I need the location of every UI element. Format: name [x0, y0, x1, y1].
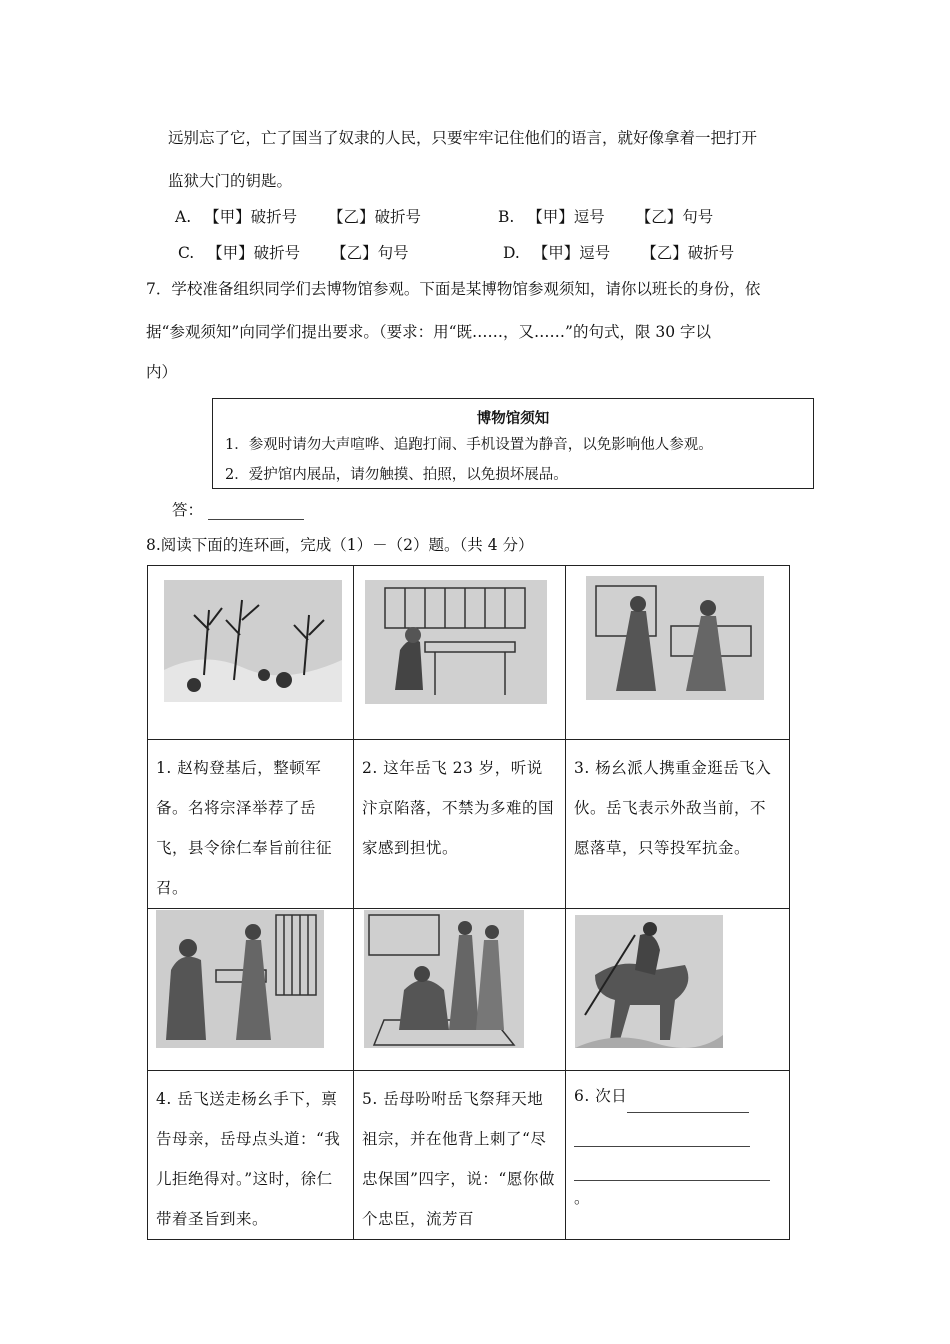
q6-text-line2: 监狱大门的钥匙。 [168, 172, 293, 190]
caption-4: 4. 岳飞送走杨幺手下，禀告母亲，岳母点头道：“我儿拒绝得对。”这时，徐仁带着圣旨到来。 [156, 1090, 341, 1228]
two-men-talking-illustration [586, 576, 764, 700]
q7-text-line1: 7．学校准备组织同学们去博物馆参观。下面是某博物馆参观须知，请你以班长的身份，依 [146, 280, 761, 298]
q6-option-b [498, 205, 713, 227]
caption-6-blank-3[interactable] [574, 1162, 770, 1181]
kneeling-son-and-family-illustration [364, 910, 524, 1048]
option-jia: 【甲】逗号 [527, 208, 605, 226]
option-label: A. [175, 208, 192, 226]
option-label: C. [178, 244, 195, 262]
option-jia: 【甲】破折号 [207, 244, 301, 262]
caption-6 [566, 1071, 789, 1215]
q6-text-line1: 远别忘了它，亡了国当了奴隶的人民，只要牢牢记住他们的语言，就好像拿着一把打开 [168, 129, 758, 147]
notice-item-1: 1．参观时请勿大声喧哗、追跑打闹、手机设置为静音，以免影响他人参观。 [225, 437, 713, 453]
caption-5: 5. 岳母吩咐岳飞祭拜天地祖宗，并在他背上刺了“尽忠保国”四字，说：“愿你做个忠臣，流芳百 [362, 1090, 555, 1228]
caption-cell-1 [148, 740, 354, 909]
comic-strip-table [147, 565, 790, 1240]
option-label: B. [498, 208, 515, 226]
caption-2: 2. 这年岳飞 23 岁，听说汴京陷落，不禁为多难的国家感到担忧。 [362, 759, 555, 857]
notice-item-2: 2．爱护馆内展品，请勿触摸、拍照，以免损坏展品。 [225, 467, 568, 483]
caption-cell-4 [148, 1071, 354, 1240]
option-jia: 【甲】逗号 [532, 244, 611, 262]
caption-6-end: 。 [574, 1189, 591, 1207]
image-cell-3 [566, 566, 790, 740]
q8-title: 8.阅读下面的连环画，完成（1）－（2）题。（共 4 分） [146, 536, 534, 554]
man-at-desk-illustration [365, 580, 547, 704]
image-cell-6 [566, 909, 790, 1071]
option-yi: 【乙】句号 [635, 208, 714, 226]
caption-6-blank-1[interactable] [627, 1094, 749, 1113]
q6-option-c [178, 241, 409, 263]
image-cell-5 [354, 909, 566, 1071]
q6-option-a [175, 205, 421, 227]
option-yi: 【乙】破折号 [641, 244, 735, 262]
option-yi: 【乙】破折号 [328, 208, 422, 226]
image-cell-2 [354, 566, 566, 740]
winter-landscape-illustration [164, 580, 342, 702]
image-cell-1 [148, 566, 354, 740]
caption-cell-3 [566, 740, 790, 909]
museum-notice-box [212, 398, 814, 489]
caption-3: 3. 杨幺派人携重金逛岳飞入伙。岳飞表示外敌当前，不愿落草，只等投军抗金。 [574, 759, 772, 857]
caption-1: 1. 赵构登基后，整顿军备。名将宗泽举荐了岳飞，县令徐仁奉旨前往征召。 [156, 759, 333, 897]
option-yi: 【乙】句号 [331, 244, 409, 262]
q7-text-line2: 据“参观须知”向同学们提出要求。（要求：用“既……，又……”的句式，限 30 字以 [146, 323, 712, 341]
notice-title: 博物馆须知 [476, 411, 550, 427]
rider-on-horse-illustration [575, 915, 723, 1048]
answer-row [172, 498, 304, 520]
q7-text-line3: 内） [146, 363, 178, 381]
caption-cell-6 [566, 1071, 790, 1240]
caption-6-blank-2[interactable] [574, 1128, 750, 1147]
image-cell-4 [148, 909, 354, 1071]
option-label: D. [503, 244, 520, 262]
q6-option-d [503, 241, 734, 263]
option-jia: 【甲】破折号 [204, 208, 298, 226]
caption-6-text: 6. 次日 [574, 1087, 628, 1105]
mother-and-son-illustration [156, 910, 324, 1048]
caption-cell-5 [354, 1071, 566, 1240]
caption-cell-2 [354, 740, 566, 909]
answer-label: 答： [172, 501, 204, 519]
answer-blank[interactable] [208, 501, 304, 520]
